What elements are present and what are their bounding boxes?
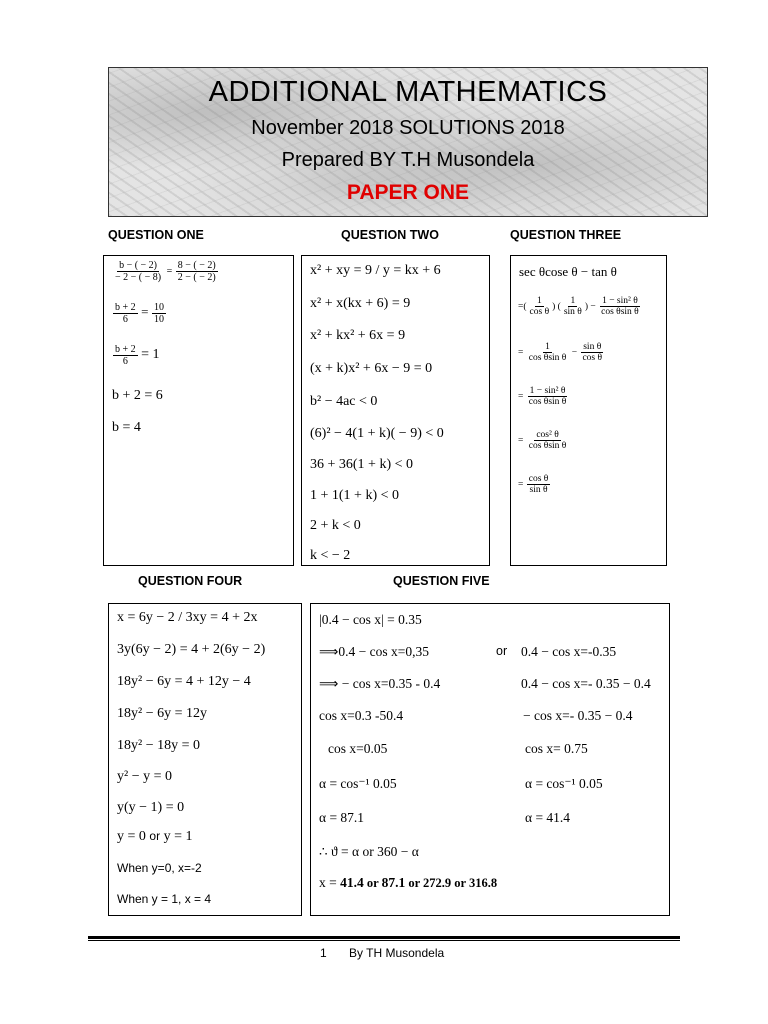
q5-line-8: ∴ ϑ = α or 360 − α	[319, 844, 419, 859]
q2-line-10: k < − 2	[310, 548, 351, 563]
q1-line-2: $\frac{b + 2}{6}$ = $\frac{10}{10}$	[115, 302, 164, 325]
question-one-heading: QUESTION ONE	[108, 228, 204, 242]
q4-line-5: 18y² − 18y = 0	[117, 738, 200, 753]
q3-line-5: = $\frac{\text{cos² θ}}{\text{cos θsin θ}}$	[518, 430, 567, 452]
q3-line-4: = $\frac{\text{1 − sin² θ}}{\text{cos θsin θ}}$	[518, 386, 567, 408]
q5-line-2: ⟹0.4 − cos x=0,35	[319, 644, 429, 659]
question-two-heading: QUESTION TWO	[341, 228, 439, 242]
question-two-box	[301, 255, 490, 566]
q5-line-3: ⟹ − cos x=0.35 - 0.4	[319, 676, 441, 691]
q2-line-3: x² + kx² + 6x = 9	[310, 328, 406, 343]
q1-line-5: b = 4	[112, 420, 141, 435]
q2-line-9: 2 + k < 0	[310, 518, 361, 533]
q2-line-6: (6)² − 4(1 + k)( − 9) < 0	[310, 426, 444, 441]
q5-right-4: − cos x=- 0.35 − 0.4	[523, 708, 633, 723]
footer-author: By TH Musondela	[349, 946, 445, 960]
q2-line-4: (x + k)x² + 6x − 9 = 0	[310, 361, 433, 376]
footer-rule	[88, 936, 680, 941]
q1-line-3: $\frac{b + 2}{6}$ = 1	[115, 344, 160, 367]
q5-line-7: α = 87.1	[319, 810, 365, 825]
q5-right-2: 0.4 − cos x=-0.35	[521, 644, 617, 659]
q4-line-9: When y=0, x=-2	[117, 861, 202, 875]
q5-line-6: α = cos⁻¹ 0.05	[319, 776, 397, 791]
q5-right-7: α = 41.4	[525, 810, 571, 825]
q3-line-1: sec θcose θ − tan θ	[519, 264, 617, 279]
paper-label: PAPER ONE	[346, 181, 470, 204]
question-three-heading: QUESTION THREE	[510, 228, 622, 242]
q4-line-10: When y = 1, x = 4	[117, 892, 212, 906]
q4-line-6: y² − y = 0	[117, 769, 172, 784]
question-five-heading: QUESTION FIVE	[393, 574, 490, 588]
question-three-box	[510, 255, 667, 566]
q5-line-9: x = 41.4 or 87.1 or 272.9 or 316.8	[319, 875, 498, 890]
q5-line-5: cos x=0.05	[328, 741, 388, 756]
q3-line-3: = $\frac{1}{\text{cos θsin θ}}$ − $\frac{\text{sin θ}}{\text{cos θ}}$	[518, 342, 603, 364]
q4-line-1: x = 6y − 2 / 3xy = 4 + 2x	[117, 610, 258, 625]
document-author: Prepared BY T.H Musondela	[281, 149, 535, 171]
q1-line-1: $\frac{b - ( - 2)}{- 2 - ( - 8)}$ = $\frac{8 - ( - 2)}{2 - ( - 2)}$	[115, 260, 216, 283]
title-banner	[108, 67, 708, 217]
q2-line-2: x² + x(kx + 6) = 9	[310, 296, 411, 311]
q1-line-4: b + 2 = 6	[112, 388, 163, 403]
q3-line-6: = $\frac{\text{cos θ}}{\text{sin θ}}$	[518, 474, 549, 496]
q4-line-8: y = 0 or y = 1	[117, 829, 193, 844]
document-subtitle: November 2018 SOLUTIONS 2018	[251, 117, 565, 139]
q2-line-7: 36 + 36(1 + k) < 0	[310, 457, 414, 472]
q5-line-4: cos x=0.3 -50.4	[319, 708, 404, 723]
question-four-box	[108, 603, 302, 916]
q2-line-1: x² + xy = 9 / y = kx + 6	[310, 263, 441, 278]
document-title: ADDITIONAL MATHEMATICS	[208, 76, 608, 108]
q4-line-2: 3y(6y − 2) = 4 + 2(6y − 2)	[117, 642, 266, 657]
q2-line-5: b² − 4ac < 0	[310, 394, 378, 409]
q4-line-3: 18y² − 6y = 4 + 12y − 4	[117, 674, 251, 689]
q4-line-7: y(y − 1) = 0	[117, 800, 185, 815]
page-number: 1	[320, 946, 327, 960]
q3-line-2: =( $\frac{1}{\text{cos θ}}$ ) ( $\frac{1}{\text{sin θ}}$ ) − $\frac{\text{1 − sin² θ}}{\text{cos θsin θ}}$	[518, 296, 639, 318]
q5-right-6: α = cos⁻¹ 0.05	[525, 776, 603, 791]
q5-or: or	[496, 644, 508, 658]
question-five-box	[310, 603, 670, 916]
q5-right-5: cos x= 0.75	[525, 741, 588, 756]
q5-line-1: |0.4 − cos x| = 0.35	[319, 612, 422, 627]
question-four-heading: QUESTION FOUR	[138, 574, 243, 588]
q2-line-8: 1 + 1(1 + k) < 0	[310, 488, 400, 503]
q4-line-4: 18y² − 6y = 12y	[117, 706, 207, 721]
q5-right-3: 0.4 − cos x=- 0.35 − 0.4	[521, 676, 651, 691]
question-one-box	[103, 255, 294, 566]
